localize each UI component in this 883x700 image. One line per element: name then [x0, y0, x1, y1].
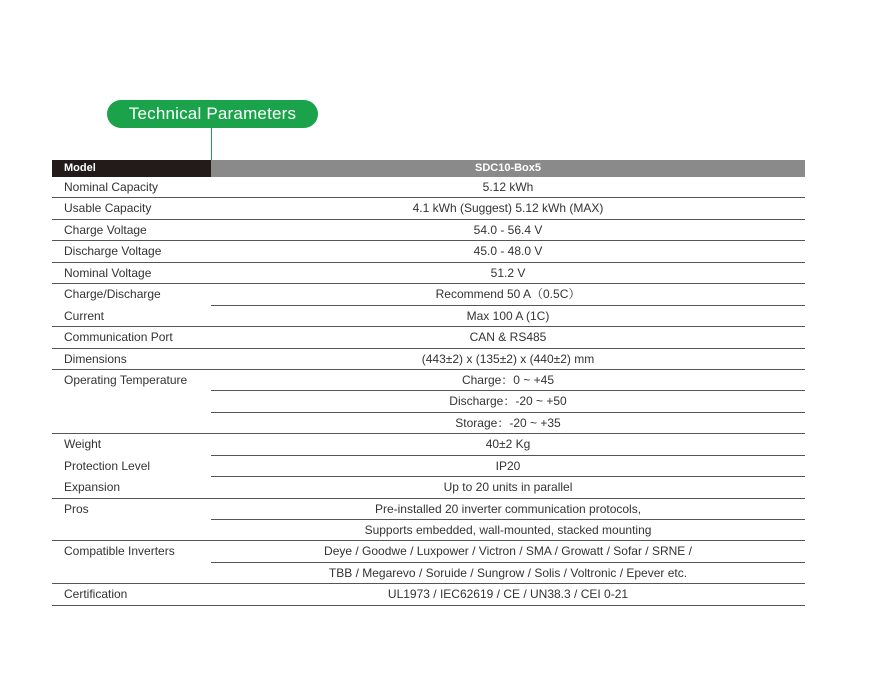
spec-value: Charge：0 ~ +45 [461, 372, 555, 387]
spec-value: 51.2 V [490, 265, 526, 280]
spec-label: Current [64, 308, 105, 323]
spec-value: 45.0 - 48.0 V [473, 244, 543, 259]
spec-row [52, 306, 805, 327]
spec-label: Dimensions [64, 351, 127, 366]
spec-label: Weight [64, 437, 102, 452]
spec-value: Recommend 50 A（0.5C） [435, 287, 581, 302]
spec-value: Up to 20 units in parallel [443, 480, 573, 495]
spec-label: Communication Port [64, 330, 173, 345]
spec-label: Discharge Voltage [64, 244, 162, 259]
spec-table-header [52, 160, 805, 177]
spec-value: Supports embedded, wall-mounted, stacked mounting [364, 523, 652, 537]
spec-row [52, 198, 805, 219]
spec-label: Protection Level [64, 458, 151, 473]
spec-row [52, 477, 805, 498]
header-model-label: Model [52, 160, 211, 177]
spec-row [52, 370, 805, 391]
spec-row [52, 499, 805, 520]
spec-value: 5.12 kWh [482, 180, 534, 194]
spec-value: UL1973 / IEC62619 / CE / UN38.3 / CEI 0-21 [387, 587, 629, 602]
spec-row [52, 284, 805, 305]
spec-label: Nominal Voltage [64, 265, 152, 280]
spec-value: 4.1 kWh (Suggest) 5.12 kWh (MAX) [412, 201, 604, 216]
spec-value: Discharge：-20 ~ +50 [449, 394, 567, 409]
spec-row [52, 327, 805, 348]
spec-row [52, 349, 805, 370]
spec-value: Storage：-20 ~ +35 [455, 415, 561, 430]
title-connector-line [211, 128, 212, 160]
spec-rows [52, 177, 805, 606]
spec-row [52, 584, 805, 605]
spec-row [52, 520, 805, 541]
spec-label: Charge/Discharge [64, 287, 161, 302]
spec-row [52, 413, 805, 434]
spec-table [52, 160, 805, 606]
header-model-value: SDC10-Box5 [211, 160, 805, 177]
spec-value: Pre-installed 20 inverter communication protocols, [374, 501, 642, 516]
spec-row [52, 220, 805, 241]
spec-label: Operating Temperature [64, 372, 188, 387]
spec-value: TBB / Megarevo / Soruide / Sungrow / Solis / Voltronic / Epever etc. [328, 565, 688, 580]
spec-row [52, 391, 805, 412]
spec-row [52, 563, 805, 584]
spec-row [52, 434, 805, 455]
spec-row [52, 456, 805, 477]
spec-row [52, 263, 805, 284]
spec-label: Certification [64, 587, 128, 602]
spec-value: (443±2) x (135±2) x (440±2) mm [421, 351, 595, 366]
spec-value: Deye / Goodwe / Luxpower / Victron / SMA / Growatt / Sofar / SRNE / [324, 544, 692, 559]
spec-row [52, 177, 805, 198]
spec-value: 40±2 Kg [485, 437, 531, 452]
section-title-badge: Technical Parameters [107, 100, 318, 128]
spec-label: Compatible Inverters [64, 544, 175, 559]
spec-label: Nominal Capacity [64, 180, 159, 194]
spec-row [52, 241, 805, 262]
spec-value: CAN & RS485 [469, 330, 547, 345]
spec-label: Pros [64, 501, 89, 516]
spec-row [52, 541, 805, 562]
row-divider [52, 605, 805, 606]
spec-value: IP20 [495, 458, 521, 473]
spec-value: Max 100 A (1C) [466, 308, 550, 323]
spec-label: Charge Voltage [64, 222, 147, 237]
spec-label: Expansion [64, 480, 121, 495]
spec-value: 54.0 - 56.4 V [473, 222, 543, 237]
spec-label: Usable Capacity [64, 201, 152, 216]
